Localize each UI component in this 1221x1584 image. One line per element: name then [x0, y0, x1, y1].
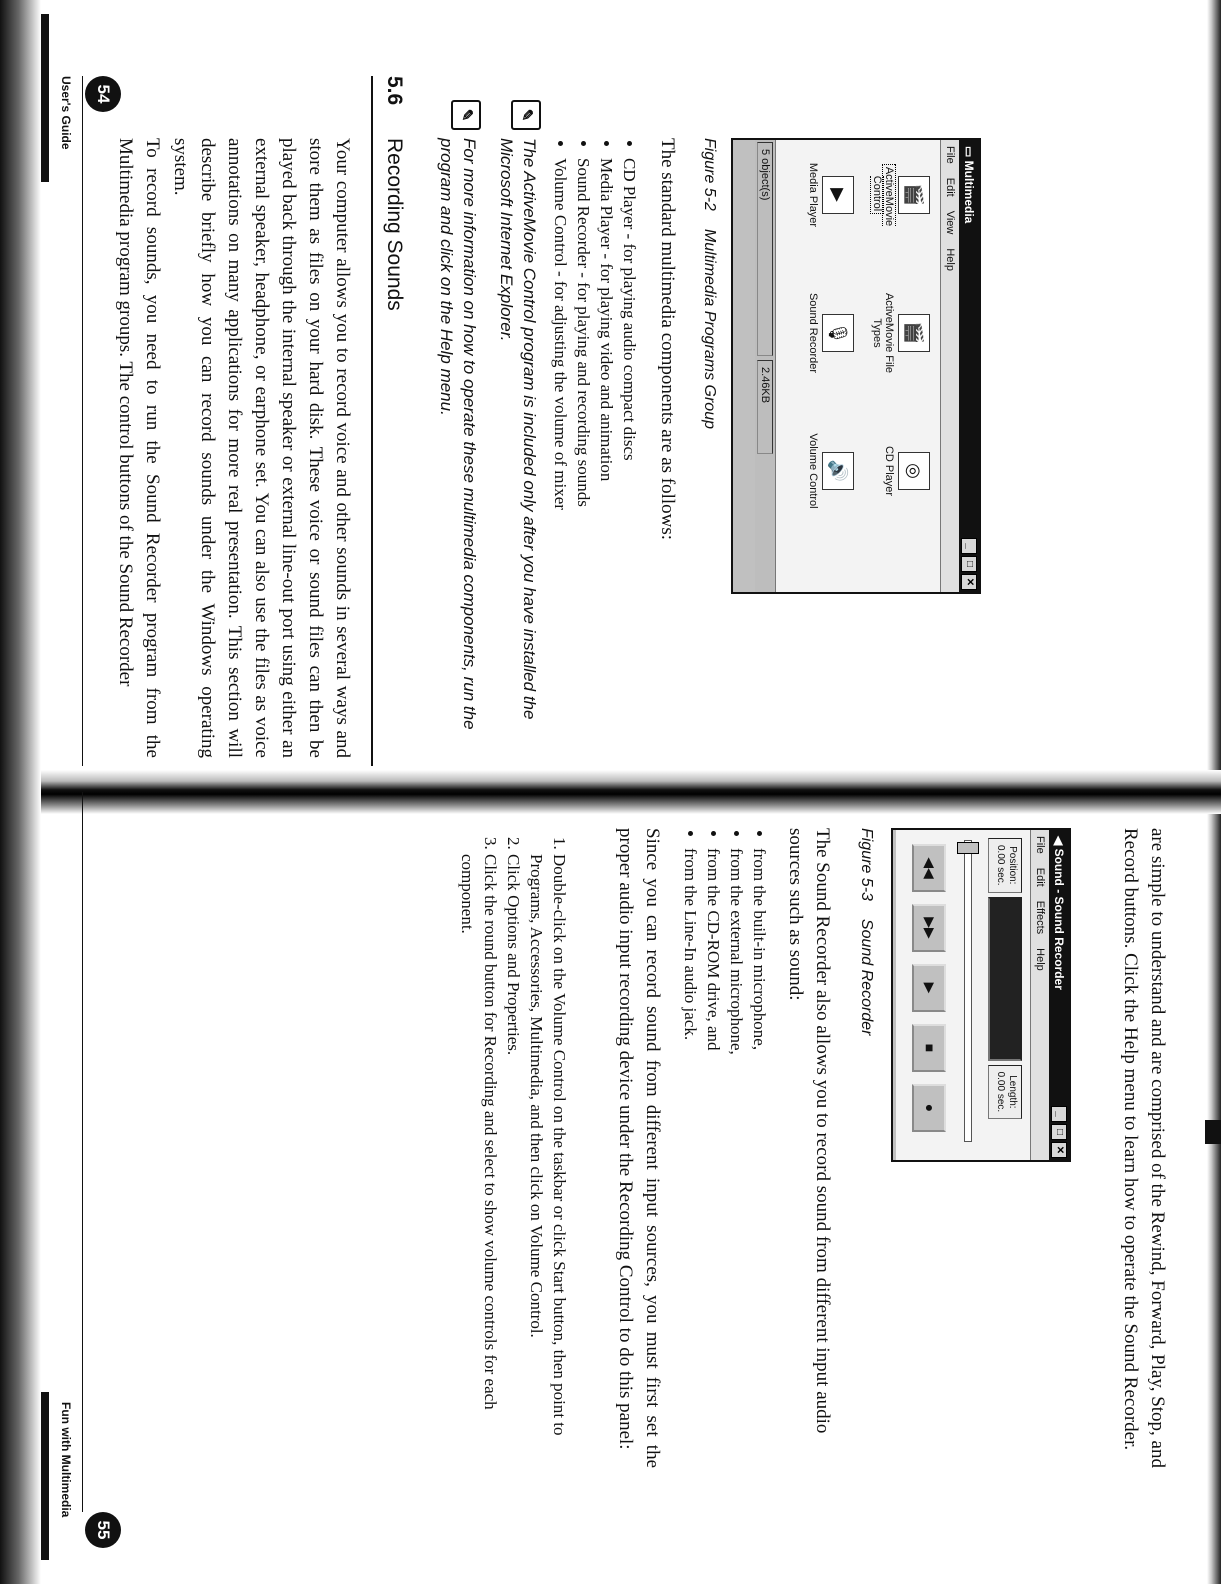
icon-media-player[interactable]: ▶ Media Player [807, 152, 854, 238]
sound-recorder-titlebar[interactable] [1049, 830, 1069, 1160]
cd-player-icon: ◎ [898, 452, 930, 490]
figure-5-3-caption: Figure 5-3Sound Recorder [858, 828, 875, 1036]
setup-steps [456, 828, 571, 1474]
continuation-text: are simple to understand and are comprised of the Rewind, Forward, Play, Stop, and Record buttons. Click the Help menu to learn how to operate the Sound Recorder. [1120, 828, 1168, 1468]
minimize-icon[interactable]: _ [961, 538, 977, 554]
slider-thumb[interactable] [957, 842, 979, 854]
play-button[interactable] [912, 964, 946, 1012]
list-item: • CD Player - for playing audio compact discs [618, 158, 641, 718]
speaker-icon: ◀ [1052, 836, 1066, 849]
stop-icon: ■ [922, 1043, 938, 1053]
menu-effects[interactable]: Effects [1034, 900, 1046, 935]
page-number-55: 55 [85, 1512, 121, 1548]
note-activemovie: The ActiveMovie Control program is included only after you have installed the Microsoft Internet Explorer. [497, 138, 539, 720]
multimedia-window [731, 138, 981, 594]
figure-5-2-caption: Figure 5-2Multimedia Programs Group [701, 138, 718, 429]
position-readout: Position: 0.00 sec. [988, 838, 1022, 893]
record-button[interactable] [912, 1084, 946, 1132]
footer-rule [82, 792, 83, 1512]
recording-control-text: Since you can record sound from different input sources, you must first set the proper audio input recording device under the Recording Control to do this panel: [615, 828, 663, 1468]
folder-icon: ▭ [962, 146, 976, 161]
menu-file[interactable]: File [944, 146, 956, 164]
scan-bottom-shadow [0, 0, 41, 1584]
list-item: • from the Line-In audio jack. [679, 848, 702, 1448]
component-list [549, 138, 641, 718]
menu-help[interactable]: Help [944, 248, 956, 271]
close-icon[interactable]: ✕ [961, 574, 977, 590]
icon-activemovie-control[interactable]: 🎬 ActiveMovie Control [871, 152, 930, 238]
list-item: • Volume Control - for adjusting the volume of mixer [549, 158, 572, 718]
media-player-icon: ▶ [822, 176, 854, 214]
status-size: 2.46KB [757, 360, 773, 454]
rewind-icon: ◀◀ [922, 857, 938, 879]
list-item: 3. Click the round button for Recording and select to show volume controls for each component. [456, 854, 502, 1474]
input-sources-text: The Sound Recorder also allows you to record sound from different input audio sources such as sound: [785, 828, 833, 1434]
icon-cd-player[interactable]: ◎ CD Player [883, 428, 930, 514]
menu-edit[interactable]: Edit [944, 177, 956, 197]
footer-users-guide: User's Guide [59, 76, 73, 150]
status-object-count: 5 object(s) [757, 142, 773, 356]
multimedia-statusbar [755, 140, 776, 592]
film-clapper-icon: 🎬 [898, 314, 930, 352]
note-icon: ✎ [451, 100, 481, 130]
page-number-54: 54 [85, 76, 121, 112]
sound-recorder-display [988, 838, 1022, 1119]
forward-button[interactable] [912, 904, 946, 952]
section-number: 5.6 [383, 76, 406, 106]
section-rule [371, 76, 373, 766]
menu-edit[interactable]: Edit [1034, 867, 1046, 887]
list-item: • from the CD-ROM drive, and [702, 848, 725, 1448]
list-item: • from the built-in microphone, [748, 848, 771, 1448]
record-icon: ● [922, 1103, 938, 1113]
length-readout: Length: 0.00 sec. [988, 1065, 1022, 1120]
window-title: Sound - Sound Recorder [1052, 848, 1066, 990]
list-item: 2. Click Options and Properties. [502, 854, 525, 1474]
section-heading [376, 76, 406, 676]
rewind-button[interactable] [912, 844, 946, 892]
sound-recorder-body [896, 830, 1030, 1160]
icon-activemovie-file-types[interactable]: 🎬 ActiveMovie File Types [871, 290, 930, 376]
right-page [0, 792, 1221, 1584]
menu-file[interactable]: File [1034, 836, 1046, 854]
input-source-list [679, 828, 771, 1448]
list-item: • Media Player - for playing video and animation [595, 158, 618, 718]
sound-recorder-menubar [1030, 830, 1049, 1160]
maximize-icon[interactable]: □ [1051, 1124, 1067, 1140]
position-slider[interactable] [964, 840, 972, 1142]
section-title: Recording Sounds [383, 138, 406, 311]
multimedia-menubar [940, 140, 959, 592]
list-item: • Sound Recorder - for playing and recording sounds [572, 158, 595, 718]
recording-paragraph-2: To record sounds, you need to run the Sound Recorder program from the Multimedia program groups. The control buttons of the Sound Recorder [115, 138, 163, 758]
minimize-icon[interactable]: _ [1051, 1106, 1067, 1122]
note-icon: ✎ [511, 100, 541, 130]
menu-help[interactable]: Help [1034, 948, 1046, 971]
speaker-icon: 🔊 [822, 452, 854, 490]
menu-view[interactable]: View [944, 210, 956, 235]
microphone-icon: 🎙 [822, 314, 854, 352]
film-clapper-icon: 🎬 [898, 176, 930, 214]
footer-section-name: Fun with Multimedia [59, 1402, 73, 1518]
transport-buttons [912, 844, 946, 1132]
list-item: • from the external microphone, [725, 848, 748, 1448]
window-title: Multimedia [962, 160, 976, 224]
footer-rule [82, 76, 83, 766]
play-icon: ▶ [922, 982, 938, 994]
note-help: For more information on how to operate these multimedia components, run the program and click on the Help menu. [437, 138, 479, 730]
icon-volume-control[interactable]: 🔊 Volume Control [807, 428, 854, 514]
sound-recorder-window [891, 828, 1071, 1162]
recording-paragraph: Your computer allows you to record voice and other sounds in several ways and store them as files on your hard disk. These voice or sound files can then be played back through the internal speaker or external line-out port using either an external speaker, headphone, or earphone set. You can also use the files as voice annotations on many applications for more real presentation. This section will describe briefly how you can record sounds under the Windows operating system. [170, 138, 353, 758]
multimedia-titlebar[interactable] [959, 140, 979, 592]
multimedia-icon-area [776, 140, 940, 592]
fast-forward-icon: ▶▶ [922, 917, 938, 939]
maximize-icon[interactable]: □ [961, 556, 977, 572]
stop-button[interactable] [912, 1024, 946, 1072]
close-icon[interactable]: ✕ [1051, 1142, 1067, 1158]
icon-sound-recorder[interactable]: 🎙 Sound Recorder [807, 290, 854, 376]
intro-text: The standard multimedia components are as follows: [657, 138, 678, 541]
list-item: 1. Double-click on the Volume Control on the taskbar or click Start button, then point to Programs, Accessories, Multimedia, and then click on Volume Control. [525, 854, 571, 1474]
waveform-display [988, 897, 1022, 1061]
